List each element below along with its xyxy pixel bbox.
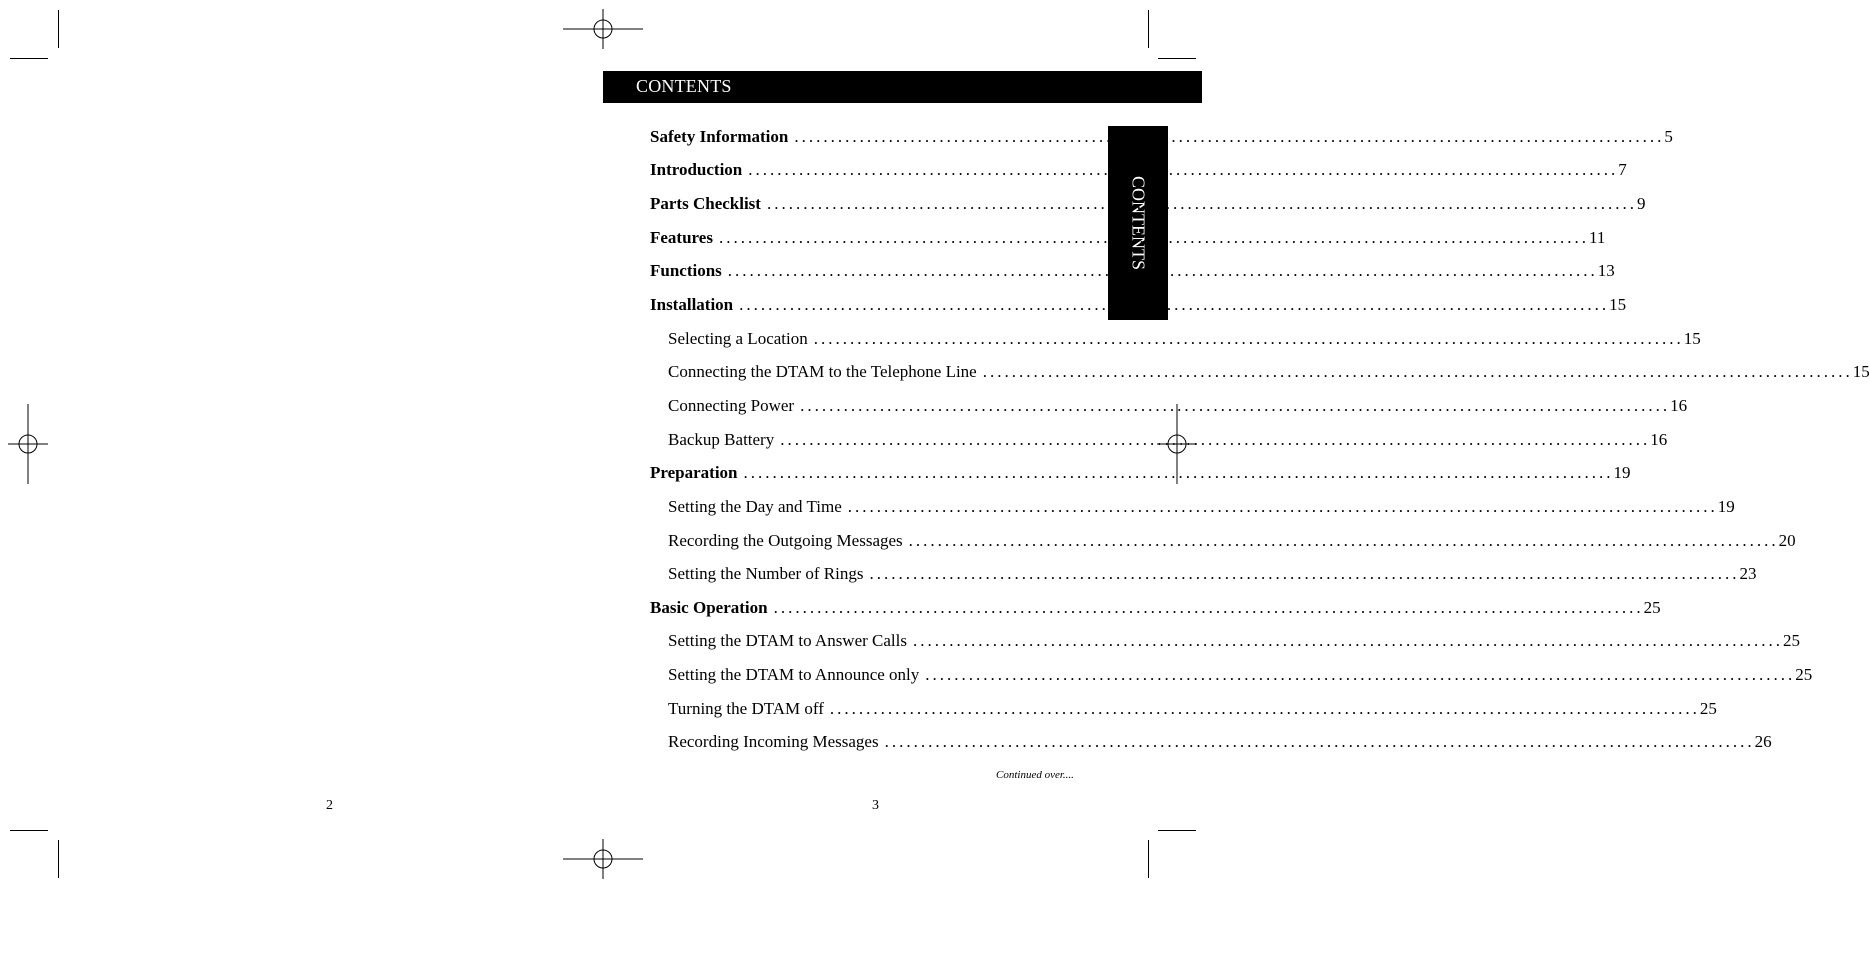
toc-leader-dots: ........................................................................................................................ bbox=[908, 530, 1779, 550]
toc-entry-label: Connecting the DTAM to the Telephone Line bbox=[668, 362, 977, 382]
page-title: CONTENTS bbox=[636, 76, 732, 96]
toc-entry-page: 20 bbox=[1778, 530, 1796, 550]
toc-leader-dots: ........................................................................................................................ bbox=[925, 665, 1796, 685]
toc-entry-label: Setting the Day and Time bbox=[668, 496, 842, 516]
crop-mark bbox=[10, 830, 48, 831]
toc-entry-label: Safety Information bbox=[650, 126, 789, 146]
toc-entry bbox=[650, 120, 1673, 154]
toc-leader-dots: ........................................................................................................................ bbox=[743, 463, 1614, 483]
crop-mark bbox=[1148, 840, 1149, 878]
toc-entry bbox=[650, 187, 1646, 221]
toc-entry bbox=[650, 591, 1661, 625]
toc-entry bbox=[650, 456, 1631, 490]
toc-entry-page: 16 bbox=[1670, 395, 1688, 415]
toc-entry-page: 23 bbox=[1739, 564, 1757, 584]
toc-entry-label: Backup Battery bbox=[668, 429, 775, 449]
toc-entry-page: 25 bbox=[1643, 597, 1661, 617]
toc-entry-label: Installation bbox=[650, 295, 734, 315]
toc-entry-label: Introduction bbox=[650, 160, 743, 180]
toc-entry-page: 15 bbox=[1609, 295, 1627, 315]
toc-leader-dots: ........................................................................................................................ bbox=[794, 126, 1665, 146]
toc-entry-page: 5 bbox=[1664, 126, 1673, 146]
toc-entry-label: Functions bbox=[650, 261, 722, 281]
toc-entry bbox=[650, 524, 1796, 558]
toc-entry bbox=[650, 658, 1813, 692]
toc-entry-page: 16 bbox=[1650, 429, 1668, 449]
toc-entry bbox=[650, 726, 1772, 760]
toc-entry-label: Setting the Number of Rings bbox=[668, 564, 864, 584]
toc-entry bbox=[650, 423, 1668, 457]
registration-mark-icon bbox=[563, 9, 643, 49]
toc-entry bbox=[650, 288, 1627, 322]
toc-leader-dots: ........................................................................................................................ bbox=[780, 429, 1651, 449]
toc-entry-label: Basic Operation bbox=[650, 597, 768, 617]
toc-leader-dots: ........................................................................................................................ bbox=[829, 698, 1700, 718]
registration-mark-icon bbox=[563, 839, 643, 879]
toc-entry-label: Turning the DTAM off bbox=[668, 698, 824, 718]
toc-leader-dots: ........................................................................................................................ bbox=[773, 597, 1644, 617]
toc-entry bbox=[650, 355, 1870, 389]
toc-entry-label: Parts Checklist bbox=[650, 194, 761, 214]
toc-entry-page: 7 bbox=[1618, 160, 1627, 180]
toc-entry-page: 9 bbox=[1636, 194, 1646, 214]
crop-mark bbox=[58, 10, 59, 48]
crop-mark bbox=[1158, 58, 1196, 59]
toc-entry-page: 25 bbox=[1783, 631, 1800, 651]
toc-leader-dots: ........................................................................................................................ bbox=[982, 362, 1853, 382]
crop-mark bbox=[1158, 830, 1196, 831]
page-number-right: 3 bbox=[872, 798, 879, 813]
toc-entry bbox=[650, 322, 1701, 356]
toc-entry-page: 11 bbox=[1588, 227, 1606, 247]
toc-leader-dots: ........................................................................................................................ bbox=[718, 227, 1589, 247]
contents-side-tab bbox=[1108, 126, 1168, 320]
toc-entry-page: 13 bbox=[1597, 261, 1615, 281]
toc-leader-dots: ........................................................................................................................ bbox=[739, 295, 1610, 315]
toc-entry-label: Setting the DTAM to Answer Calls bbox=[668, 631, 907, 651]
toc-entry-page: 25 bbox=[1699, 698, 1717, 718]
continued-note: Continued over.... bbox=[996, 769, 1074, 781]
toc-entry-label: Connecting Power bbox=[668, 395, 795, 415]
toc-leader-dots: ........................................................................................................................ bbox=[800, 395, 1671, 415]
toc-entry-page: 19 bbox=[1613, 463, 1631, 483]
toc-entry-label: Setting the DTAM to Announce only bbox=[668, 665, 920, 685]
toc-leader-dots: ........................................................................................................................ bbox=[913, 631, 1783, 651]
crop-mark bbox=[1148, 10, 1149, 48]
toc-leader-dots: ........................................................................................................................ bbox=[766, 194, 1637, 214]
crop-mark bbox=[10, 58, 48, 59]
toc-leader-dots: ........................................................................................................................ bbox=[727, 261, 1598, 281]
toc-entry-label: Preparation bbox=[650, 463, 738, 483]
side-tab-label: CONTENTS bbox=[1128, 176, 1149, 270]
toc-entry-label: Selecting a Location bbox=[668, 328, 808, 348]
contents-header-bar bbox=[603, 71, 1202, 103]
toc-leader-dots: ........................................................................................................................ bbox=[847, 496, 1718, 516]
toc-entry-page: 15 bbox=[1683, 328, 1701, 348]
toc-leader-dots: ........................................................................................................................ bbox=[748, 160, 1619, 180]
toc-entry-page: 25 bbox=[1795, 665, 1813, 685]
toc-leader-dots: ........................................................................................................................ bbox=[869, 564, 1740, 584]
toc-entry bbox=[650, 389, 1688, 423]
toc-leader-dots: ........................................................................................................................ bbox=[813, 328, 1684, 348]
toc-entry-label: Recording Incoming Messages bbox=[668, 732, 879, 752]
toc-entry bbox=[650, 557, 1757, 591]
toc-entry-page: 15 bbox=[1852, 362, 1870, 382]
toc-entry bbox=[650, 255, 1615, 289]
toc-entry bbox=[650, 490, 1735, 524]
crop-mark bbox=[58, 840, 59, 878]
toc-entry bbox=[650, 625, 1800, 659]
toc-entry-label: Features bbox=[650, 227, 713, 247]
page-number-left: 2 bbox=[326, 798, 333, 813]
toc-entry bbox=[650, 154, 1627, 188]
toc-entry bbox=[650, 221, 1606, 255]
toc-leader-dots: ........................................................................................................................ bbox=[884, 732, 1755, 752]
toc-entry-page: 26 bbox=[1754, 732, 1772, 752]
toc-entry-label: Recording the Outgoing Messages bbox=[668, 530, 903, 550]
toc-entry-page: 19 bbox=[1717, 496, 1735, 516]
toc-entry bbox=[650, 692, 1717, 726]
registration-mark-icon bbox=[8, 404, 48, 484]
